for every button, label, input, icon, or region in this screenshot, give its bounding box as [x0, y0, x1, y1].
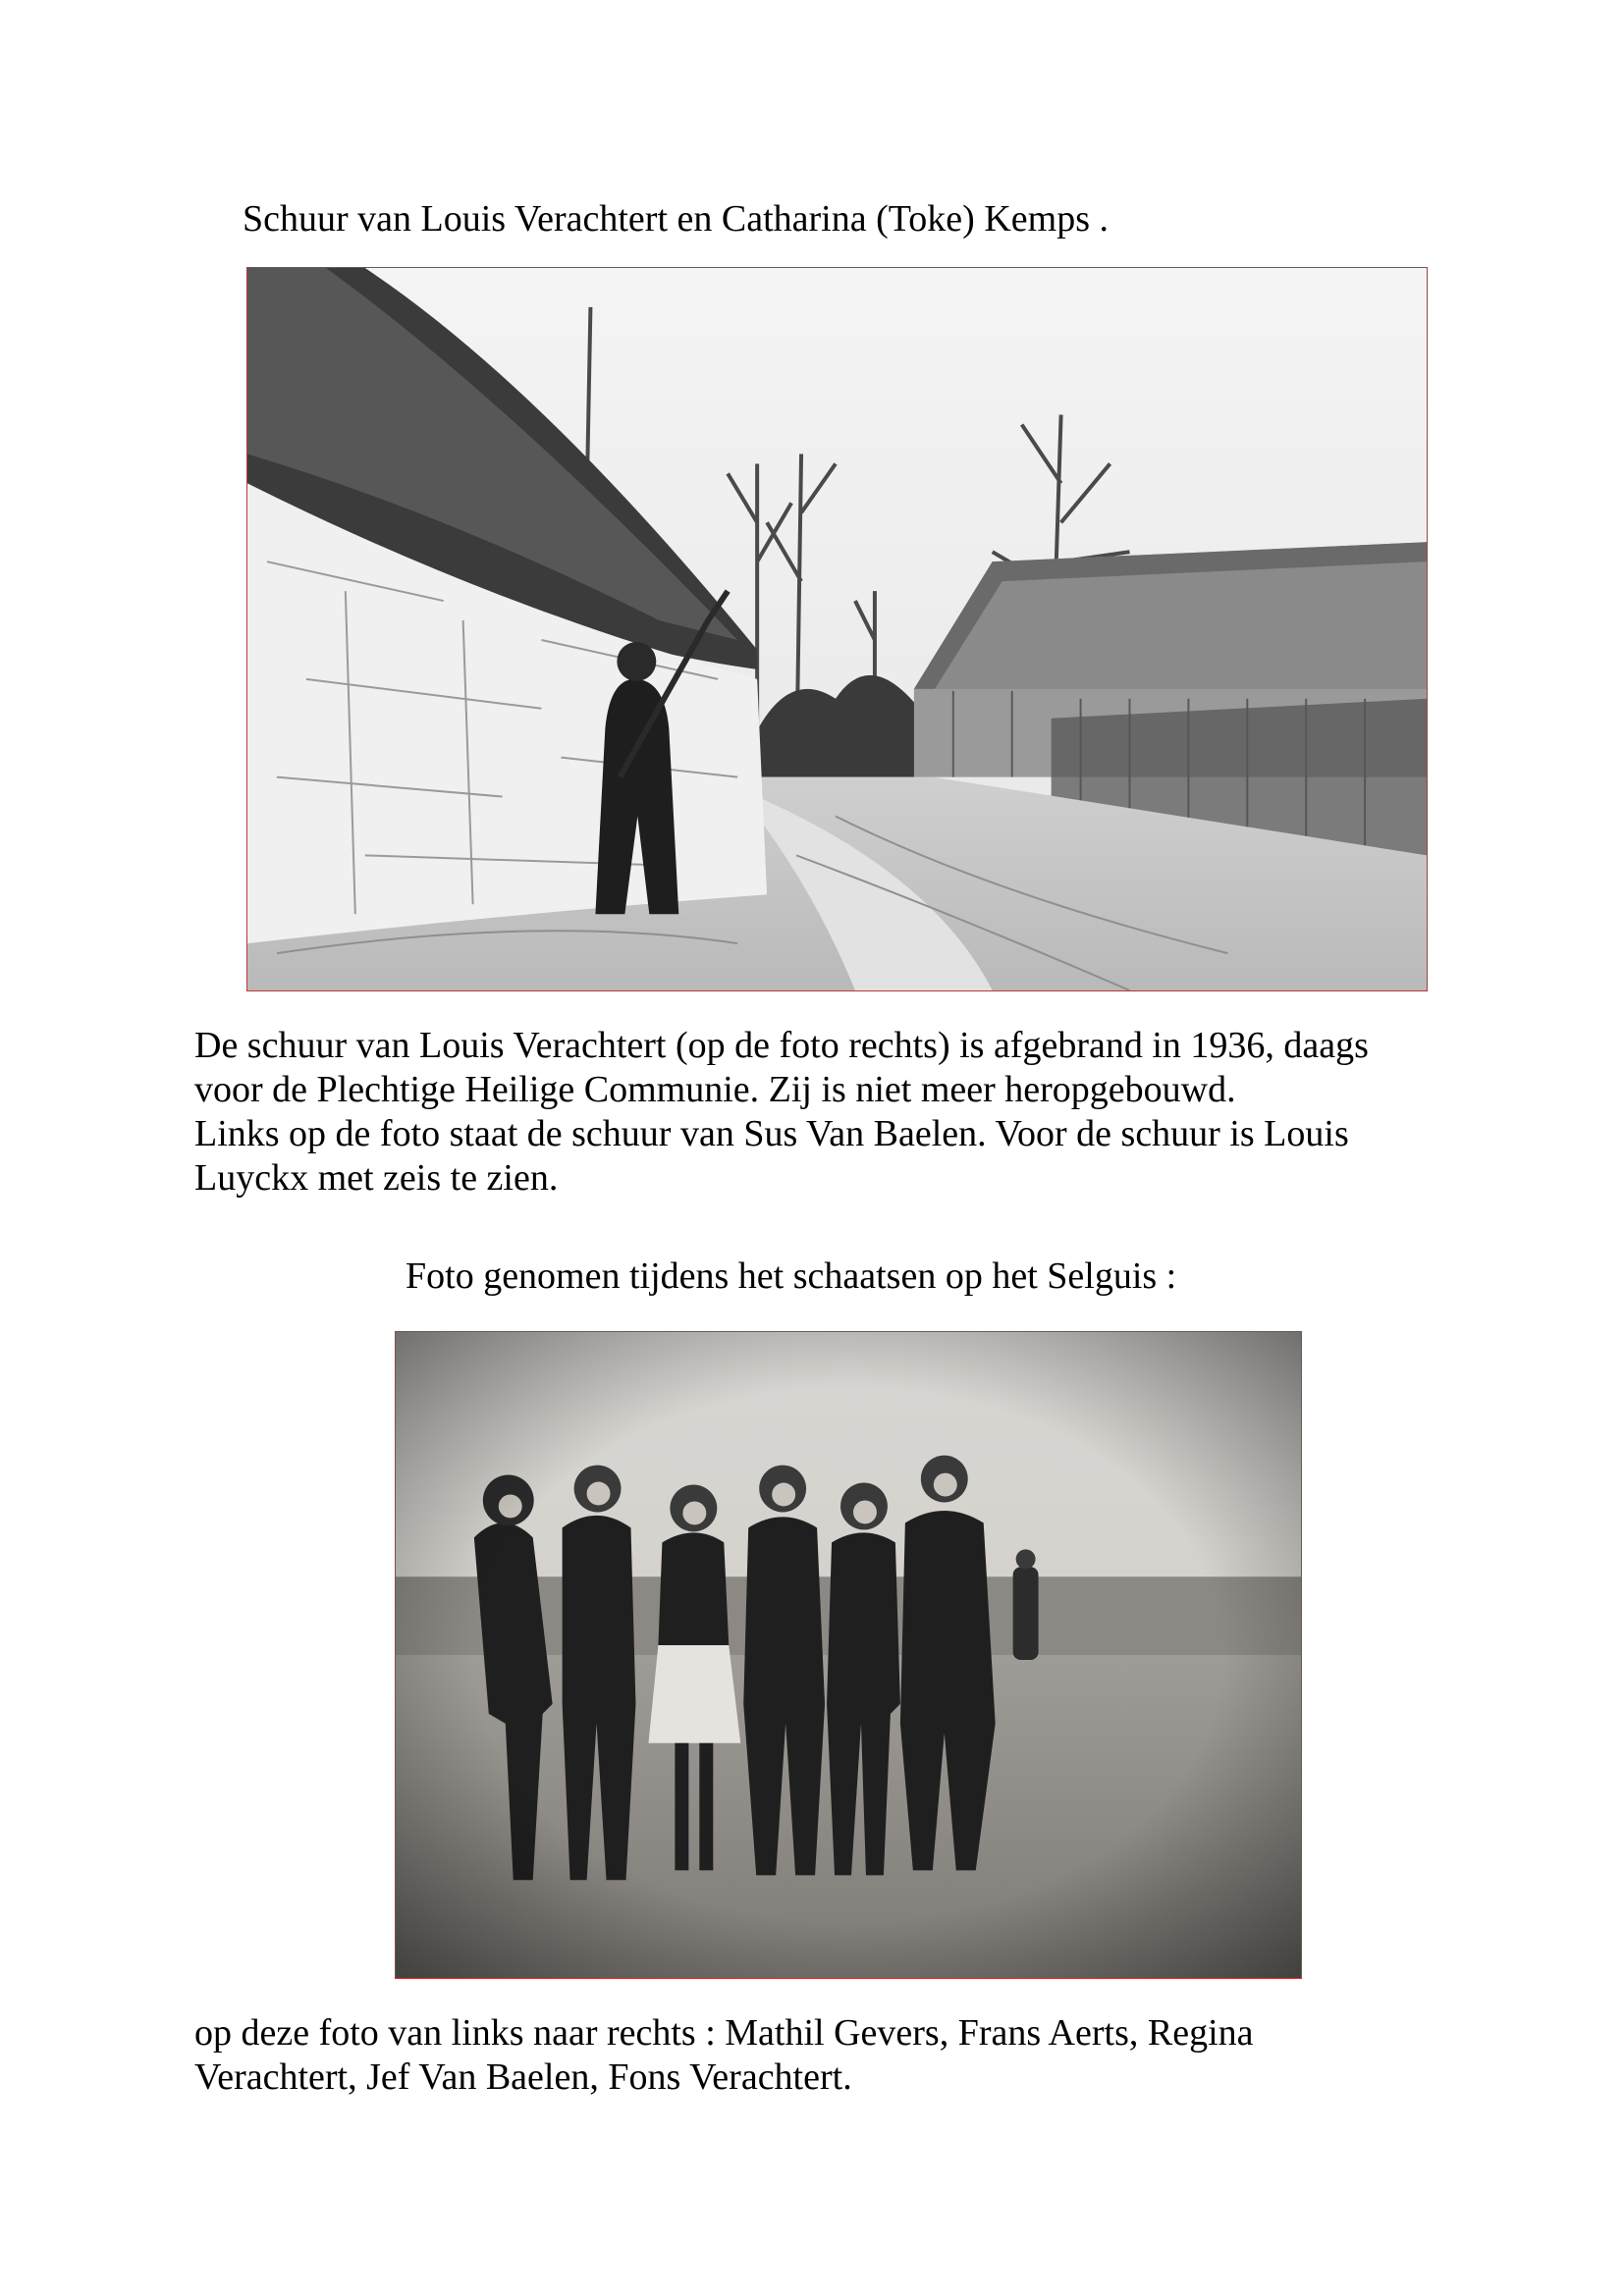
photo-1-description — [194, 1024, 1530, 1201]
photo-1-title: Schuur van Louis Verachtert en Catharina (Toke) Kemps . — [243, 198, 1109, 240]
skaters-photo-image — [396, 1332, 1301, 1978]
description-line: op deze foto van links naar rechts : Mathil Gevers, Frans Aerts, Regina — [194, 2012, 1254, 2054]
barn-photo — [246, 267, 1428, 991]
description-line: voor de Plechtige Heilige Communie. Zij is niet meer heropgebouwd. — [194, 1069, 1236, 1110]
description-line: De schuur van Louis Verachtert (op de foto rechts) is afgebrand in 1936, daags — [194, 1025, 1369, 1066]
barn-photo-image — [247, 268, 1427, 990]
description-line: Links op de foto staat de schuur van Sus Van Baelen. Voor de schuur is Louis — [194, 1113, 1349, 1154]
description-line: Luyckx met zeis te zien. — [194, 1157, 559, 1199]
photo-2-description — [194, 2011, 1530, 2100]
photo-2-title: Foto genomen tijdens het schaatsen op het Selguis : — [406, 1255, 1177, 1297]
description-line: Verachtert, Jef Van Baelen, Fons Verachtert. — [194, 2056, 852, 2098]
skaters-photo — [395, 1331, 1302, 1979]
